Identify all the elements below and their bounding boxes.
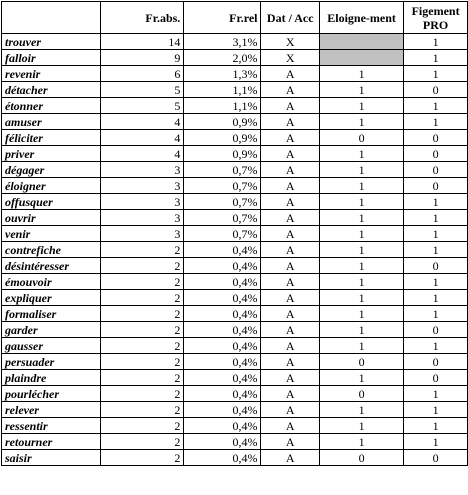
cell-verb: dégager [2, 162, 101, 178]
cell-fr-rel: 0,7% [184, 178, 261, 194]
cell-dat-acc: A [261, 322, 320, 338]
cell-fr-rel: 0,4% [184, 274, 261, 290]
cell-eloignement: 1 [320, 98, 404, 114]
cell-verb: pourlécher [2, 386, 101, 402]
cell-dat-acc: A [261, 290, 320, 306]
table-row [2, 290, 468, 306]
cell-eloignement: 1 [320, 418, 404, 434]
table-row [2, 98, 468, 114]
cell-dat-acc: A [261, 130, 320, 146]
cell-eloignement: 1 [320, 274, 404, 290]
cell-figement-pro: 1 [404, 290, 468, 306]
header-fr-abs: Fr.abs. [101, 2, 184, 34]
header-figement-pro: Figement PRO [404, 2, 468, 34]
table-row [2, 338, 468, 354]
table-row [2, 370, 468, 386]
cell-fr-abs: 6 [101, 66, 184, 82]
cell-fr-abs: 3 [101, 194, 184, 210]
cell-eloignement: 1 [320, 322, 404, 338]
header-dat-acc: Dat / Acc [261, 2, 320, 34]
cell-verb: garder [2, 322, 101, 338]
cell-fr-rel: 0,9% [184, 146, 261, 162]
cell-fr-rel: 0,4% [184, 242, 261, 258]
cell-dat-acc: A [261, 226, 320, 242]
cell-fr-abs: 2 [101, 258, 184, 274]
cell-fr-rel: 0,4% [184, 370, 261, 386]
cell-fr-rel: 0,4% [184, 290, 261, 306]
cell-fr-rel: 0,4% [184, 402, 261, 418]
cell-eloignement: 1 [320, 258, 404, 274]
cell-figement-pro: 0 [404, 322, 468, 338]
cell-figement-pro: 1 [404, 338, 468, 354]
cell-verb: falloir [2, 50, 101, 66]
cell-dat-acc: A [261, 434, 320, 450]
cell-eloignement: 1 [320, 146, 404, 162]
cell-figement-pro: 0 [404, 162, 468, 178]
cell-eloignement [320, 34, 404, 50]
cell-fr-rel: 0,9% [184, 130, 261, 146]
table-row [2, 418, 468, 434]
cell-fr-abs: 2 [101, 450, 184, 466]
cell-fr-abs: 2 [101, 322, 184, 338]
cell-verb: venir [2, 226, 101, 242]
cell-dat-acc: A [261, 418, 320, 434]
cell-verb: gausser [2, 338, 101, 354]
cell-verb: formaliser [2, 306, 101, 322]
table-row [2, 354, 468, 370]
cell-figement-pro: 0 [404, 258, 468, 274]
table-row [2, 450, 468, 466]
cell-fr-abs: 3 [101, 162, 184, 178]
header-row [2, 2, 468, 34]
cell-verb: ressentir [2, 418, 101, 434]
cell-fr-rel: 1,1% [184, 98, 261, 114]
cell-figement-pro: 0 [404, 354, 468, 370]
cell-verb: détacher [2, 82, 101, 98]
cell-verb: amuser [2, 114, 101, 130]
cell-figement-pro: 1 [404, 194, 468, 210]
table-row [2, 322, 468, 338]
cell-fr-abs: 2 [101, 306, 184, 322]
table-row [2, 130, 468, 146]
cell-eloignement: 1 [320, 114, 404, 130]
cell-fr-rel: 1,3% [184, 66, 261, 82]
cell-fr-abs: 2 [101, 338, 184, 354]
cell-fr-rel: 0,7% [184, 226, 261, 242]
table-row [2, 66, 468, 82]
cell-eloignement: 0 [320, 450, 404, 466]
frequency-table [1, 1, 468, 466]
cell-figement-pro: 0 [404, 370, 468, 386]
cell-fr-rel: 0,7% [184, 162, 261, 178]
cell-verb: revenir [2, 66, 101, 82]
table-row [2, 386, 468, 402]
cell-eloignement: 1 [320, 162, 404, 178]
cell-dat-acc: A [261, 114, 320, 130]
cell-eloignement: 1 [320, 210, 404, 226]
cell-dat-acc: A [261, 258, 320, 274]
cell-fr-abs: 4 [101, 114, 184, 130]
cell-dat-acc: A [261, 370, 320, 386]
cell-eloignement: 1 [320, 242, 404, 258]
cell-figement-pro: 1 [404, 114, 468, 130]
cell-verb: relever [2, 402, 101, 418]
cell-verb: priver [2, 146, 101, 162]
cell-eloignement: 0 [320, 130, 404, 146]
cell-eloignement: 1 [320, 66, 404, 82]
cell-dat-acc: A [261, 242, 320, 258]
cell-figement-pro: 1 [404, 418, 468, 434]
table-row [2, 402, 468, 418]
table-row [2, 82, 468, 98]
table-row [2, 34, 468, 50]
cell-figement-pro: 1 [404, 274, 468, 290]
cell-verb: expliquer [2, 290, 101, 306]
table-row [2, 178, 468, 194]
cell-fr-abs: 5 [101, 82, 184, 98]
cell-dat-acc: A [261, 274, 320, 290]
cell-dat-acc: A [261, 146, 320, 162]
cell-verb: émouvoir [2, 274, 101, 290]
cell-figement-pro: 1 [404, 98, 468, 114]
header-verb [2, 2, 101, 34]
cell-fr-rel: 0,4% [184, 354, 261, 370]
cell-fr-rel: 0,4% [184, 450, 261, 466]
cell-figement-pro: 1 [404, 402, 468, 418]
cell-fr-abs: 2 [101, 242, 184, 258]
cell-eloignement: 1 [320, 290, 404, 306]
table-body [2, 34, 468, 466]
cell-figement-pro: 0 [404, 450, 468, 466]
cell-eloignement: 1 [320, 402, 404, 418]
cell-verb: plaindre [2, 370, 101, 386]
cell-dat-acc: A [261, 162, 320, 178]
cell-eloignement: 1 [320, 178, 404, 194]
cell-verb: désintéresser [2, 258, 101, 274]
cell-fr-rel: 0,4% [184, 322, 261, 338]
table-row [2, 434, 468, 450]
cell-fr-rel: 2,0% [184, 50, 261, 66]
cell-dat-acc: A [261, 194, 320, 210]
cell-dat-acc: A [261, 338, 320, 354]
cell-fr-rel: 0,4% [184, 418, 261, 434]
cell-figement-pro: 0 [404, 146, 468, 162]
cell-fr-abs: 2 [101, 402, 184, 418]
cell-fr-abs: 2 [101, 386, 184, 402]
cell-fr-abs: 2 [101, 290, 184, 306]
cell-figement-pro: 1 [404, 66, 468, 82]
cell-verb: saisir [2, 450, 101, 466]
cell-dat-acc: A [261, 66, 320, 82]
cell-verb: étonner [2, 98, 101, 114]
cell-eloignement: 0 [320, 386, 404, 402]
cell-fr-abs: 3 [101, 226, 184, 242]
cell-figement-pro: 0 [404, 82, 468, 98]
cell-verb: contrefiche [2, 242, 101, 258]
cell-dat-acc: X [261, 34, 320, 50]
table-row [2, 114, 468, 130]
cell-eloignement: 1 [320, 226, 404, 242]
cell-verb: retourner [2, 434, 101, 450]
cell-eloignement: 1 [320, 306, 404, 322]
cell-fr-abs: 2 [101, 370, 184, 386]
cell-eloignement: 1 [320, 82, 404, 98]
table-row [2, 194, 468, 210]
cell-fr-abs: 2 [101, 418, 184, 434]
cell-eloignement: 1 [320, 194, 404, 210]
table-row [2, 306, 468, 322]
header-fr-rel: Fr.rel [184, 2, 261, 34]
cell-fr-abs: 14 [101, 34, 184, 50]
cell-figement-pro: 1 [404, 306, 468, 322]
cell-fr-abs: 3 [101, 210, 184, 226]
cell-dat-acc: A [261, 450, 320, 466]
cell-fr-abs: 2 [101, 354, 184, 370]
cell-eloignement: 1 [320, 370, 404, 386]
cell-figement-pro: 1 [404, 210, 468, 226]
cell-figement-pro: 1 [404, 226, 468, 242]
cell-fr-abs: 4 [101, 146, 184, 162]
cell-fr-rel: 3,1% [184, 34, 261, 50]
cell-fr-rel: 0,9% [184, 114, 261, 130]
cell-fr-rel: 1,1% [184, 82, 261, 98]
cell-eloignement: 1 [320, 338, 404, 354]
cell-fr-abs: 5 [101, 98, 184, 114]
cell-dat-acc: A [261, 354, 320, 370]
cell-figement-pro: 0 [404, 130, 468, 146]
table-row [2, 146, 468, 162]
cell-fr-abs: 9 [101, 50, 184, 66]
cell-figement-pro: 0 [404, 178, 468, 194]
cell-fr-abs: 2 [101, 434, 184, 450]
cell-eloignement: 0 [320, 354, 404, 370]
cell-eloignement: 1 [320, 434, 404, 450]
cell-fr-rel: 0,4% [184, 306, 261, 322]
cell-dat-acc: A [261, 82, 320, 98]
cell-dat-acc: A [261, 306, 320, 322]
cell-fr-abs: 4 [101, 130, 184, 146]
cell-dat-acc: A [261, 402, 320, 418]
table-row [2, 162, 468, 178]
table-row [2, 50, 468, 66]
cell-verb: ouvrir [2, 210, 101, 226]
table-row [2, 274, 468, 290]
table-row [2, 226, 468, 242]
cell-fr-rel: 0,4% [184, 258, 261, 274]
cell-fr-rel: 0,4% [184, 338, 261, 354]
cell-verb: féliciter [2, 130, 101, 146]
table-row [2, 210, 468, 226]
cell-verb: offusquer [2, 194, 101, 210]
cell-fr-abs: 2 [101, 274, 184, 290]
cell-dat-acc: X [261, 50, 320, 66]
cell-fr-abs: 3 [101, 178, 184, 194]
cell-fr-rel: 0,4% [184, 386, 261, 402]
cell-verb: éloigner [2, 178, 101, 194]
cell-figement-pro: 1 [404, 34, 468, 50]
cell-dat-acc: A [261, 178, 320, 194]
header-eloignement: Eloigne-ment [320, 2, 404, 34]
cell-verb: trouver [2, 34, 101, 50]
cell-dat-acc: A [261, 386, 320, 402]
cell-figement-pro: 1 [404, 386, 468, 402]
cell-figement-pro: 1 [404, 50, 468, 66]
cell-dat-acc: A [261, 210, 320, 226]
table-header [2, 2, 468, 34]
cell-figement-pro: 1 [404, 242, 468, 258]
cell-eloignement [320, 50, 404, 66]
cell-dat-acc: A [261, 98, 320, 114]
cell-figement-pro: 1 [404, 434, 468, 450]
cell-fr-rel: 0,7% [184, 194, 261, 210]
cell-verb: persuader [2, 354, 101, 370]
table-row [2, 242, 468, 258]
table-row [2, 258, 468, 274]
cell-fr-rel: 0,7% [184, 210, 261, 226]
cell-fr-rel: 0,4% [184, 434, 261, 450]
